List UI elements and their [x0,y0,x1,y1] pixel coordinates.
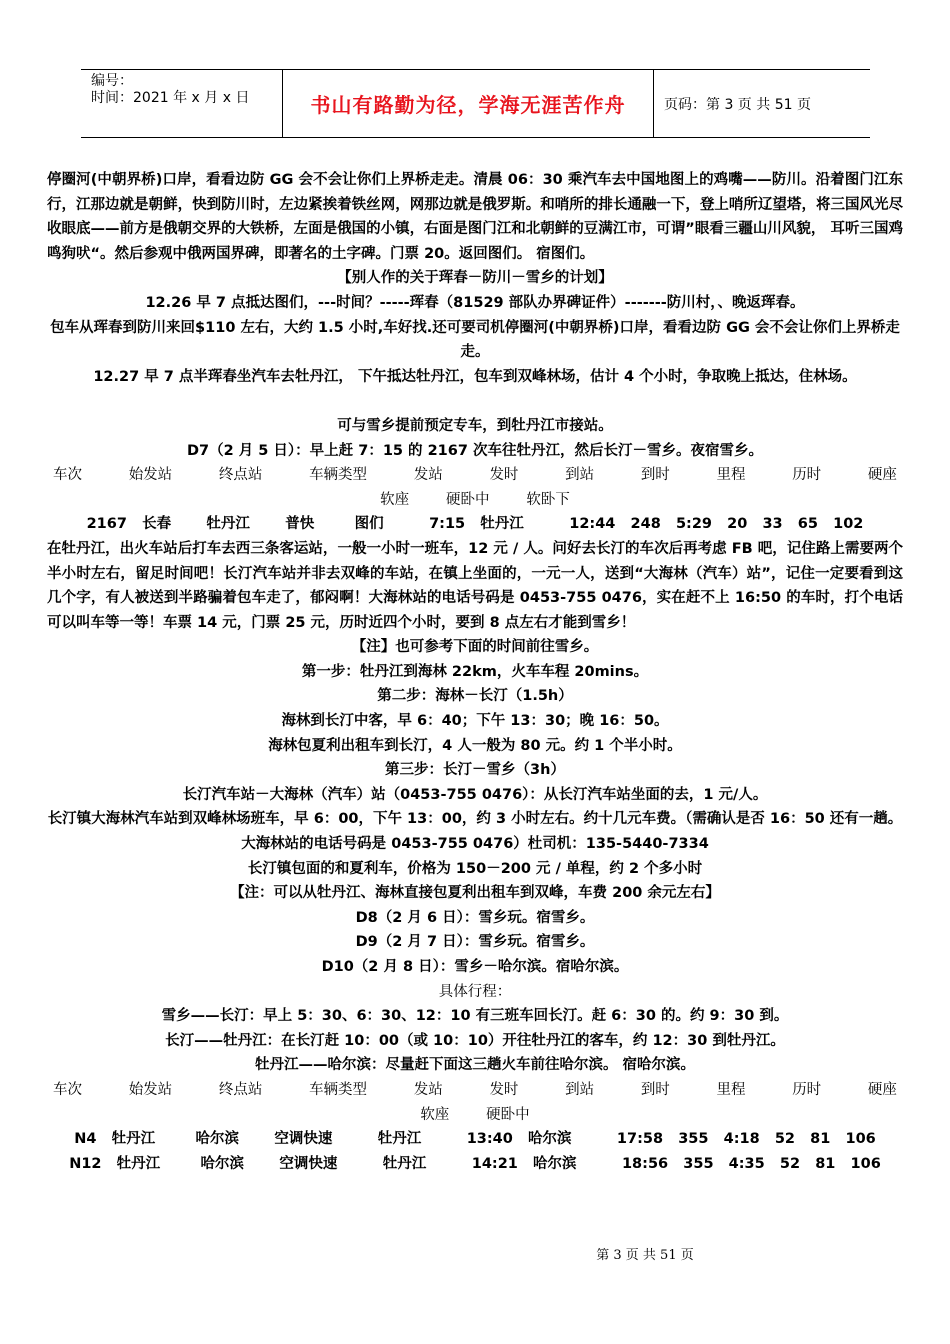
table-header-cell: 终点站 [218,1081,263,1098]
table-header-cell: 始发站 [128,1081,173,1098]
paragraph: 长汀镇包面的和夏利车，价格为 150－200 元 / 单程，约 2 个多小时 [247,860,703,877]
paragraph: 海林到长汀中客，早 6：40；下午 13：30；晚 16：50。 [281,713,669,730]
paragraph: 第三步：长汀－雪乡（3h） [385,762,565,779]
paragraph: 在牡丹江，出火车站后打车去西三条客运站，一般一小时一班车，12 元 / 人。问好去长汀的车次后再考虑 FB 吧，记住路上需要两个半小时左右，留足时间吧！长汀汽车站并非去双峰的车站，在镇上坐面的，一元一人，送到“大海林（汽车）站”，记住一定要看到这几个字，有人被送到半路骗着包车走了，郁闷啊！大海林站的电话号码是 0453-755 0476，实在赶不上 16:50 的车时，打个电话可以叫车等一等！车票 14 元，门票 25 元，历时近四个小时，要到 8 点左右才能到雪乡！ [47,540,903,631]
paragraph: 长汀汽车站－大海林（汽车）站（0453-755 0476）：从长汀汽车站坐面的去，1 元/人。 [182,786,768,803]
table-header-cell: 到站 [565,1081,595,1098]
table-header-cell: 发站 [413,1081,443,1098]
paragraph: 长汀镇大海林汽车站到双峰林场班车，早 6：00，下午 13：00，约 3 小时左右。约十几元车费。（需确认是否 16：50 还有一趟。大海林站的电话号码是 0453-755 0476）杜司机：135-5440-7334 [47,811,903,853]
table-row: N12 牡丹江 哈尔滨 空调快速 牡丹江 14:21 哈尔滨 18:56 355 4:35 52 81 106 [69,1155,881,1172]
table-header-cell: 硬座 [867,467,897,484]
table-header-cell: 历时 [792,467,822,484]
day-heading: D9（2 月 7 日）：雪乡玩。宿雪乡。 [355,934,595,951]
table-header-cell: 发时 [489,467,519,484]
paragraph: 可与雪乡提前预定专车，到牡丹江市接站。 [337,417,613,434]
paragraph: 长汀——牡丹江：在长汀赶 10：00（或 10：10）开往牡丹江的客车，约 12：30 到牡丹江。 [165,1032,785,1049]
paragraph: 第一步：牡丹江到海林 22km，火车车程 20mins。 [301,663,649,680]
header-meta-cell [81,70,283,137]
number-label: 编号： [91,73,133,89]
table-header-cell: 到站 [565,467,595,484]
train-table-2-header-cont: 软座 硬卧中 [420,1106,530,1123]
table-header-cell: 里程 [716,1081,746,1098]
page-header [81,69,870,138]
table-header-cell: 发站 [413,467,443,484]
table-header-cell: 到时 [640,467,670,484]
blank-line [47,389,903,414]
date-label: 时间：2021 年 x 月 x 日 [91,90,250,106]
paragraph: 停圈河(中朝界桥)口岸，看看边防 GG 会不会让你们上界桥走走。清晨 06：30 乘汽车去中国地图上的鸡嘴——防川。沿着图门江东行，江那边就是朝鲜，快到防川时，左边紧挨着铁丝网，网那边就是俄罗斯。和哨所的排长通融一下，登上哨所辽望塔，将三国风光尽收眼底——前方是俄朝交界的大铁桥，左面是俄国的小镇，右面是图门江和北朝鲜的豆满江市，可谓”眼看三疆山川风貌， 耳听三国鸡鸣狗吠“。然后参观中俄两国界碑，即著名的土字碑。门票 20。返回图们。 宿图们。 [47,172,903,262]
table-header-cell: 始发站 [128,467,173,484]
table-row: 2167 长春 牡丹江 普快 图们 7:15 牡丹江 12:44 248 5:29 20 33 65 102 [86,516,864,533]
paragraph: 12.27 早 7 点半珲春坐汽车去牡丹江， 下午抵达牡丹江，包车到双峰林场，估计 4 个小时，争取晚上抵达，住林场。 [93,368,857,385]
day-heading: D7（2 月 5 日）：早上赶 7：15 的 2167 次车往牡丹江，然后长汀－雪乡。夜宿雪乡。 [186,442,763,459]
page-footer: 第 3 页 共 51 页 [596,1248,694,1263]
train-table-1-header [47,463,903,488]
table-row: N4 牡丹江 哈尔滨 空调快速 牡丹江 13:40 哈尔滨 17:58 355 4:18 52 81 106 [74,1131,876,1148]
paragraph: 海林包夏利出租车到长汀，4 人一般为 80 元。约 1 个半小时。 [268,737,682,754]
paragraph: 第二步：海林－长汀（1.5h） [377,688,573,705]
table-header-cell: 终点站 [218,467,263,484]
paragraph: 12.26 早 7 点抵达图们，---时间？-----珲春（81529 部队办界碑证件）-------防川村，、晚返珲春。 [145,294,805,311]
table-header-cell: 硬座 [867,1081,897,1098]
paragraph: 【注：可以从牡丹江、海林直接包夏利出租车到双峰，车费 200 余元左右】 [230,885,720,902]
table-header-cell: 里程 [716,467,746,484]
table-header-cell: 车辆类型 [309,1081,368,1098]
document-body [47,168,903,1176]
paragraph: 包车从珲春到防川来回$110 左右，大约 1.5 小时,车好找.还可要司机停圈河(中朝界桥)口岸，看看边防 GG 会不会让你们上界桥走走。 [50,319,900,361]
table-header-cell: 车辆类型 [309,467,368,484]
paragraph: 具体行程： [438,983,512,1000]
train-table-2-header [47,1078,903,1103]
table-header-cell: 车次 [53,1081,82,1098]
section-heading: 【别人作的关于珲春－防川－雪乡的计划】 [337,270,613,287]
header-motto-cell [283,70,654,137]
day-heading: D8（2 月 6 日）：雪乡玩。宿雪乡。 [355,909,595,926]
train-table-1-header-cont: 软座 硬卧中 软卧下 [380,491,570,508]
table-header-cell: 车次 [53,467,82,484]
paragraph: 雪乡——长汀：早上 5：30、6：30、12：10 有三班车回长汀。赶 6：30 的。约 9：30 到。 [161,1008,789,1025]
day-heading: D10（2 月 8 日）：雪乡－哈尔滨。宿哈尔滨。 [321,959,629,975]
paragraph: 牡丹江——哈尔滨：尽量赶下面这三趟火车前往哈尔滨。 宿哈尔滨。 [254,1057,696,1074]
motto: 书山有路勤为径，学海无涯苦作舟 [310,93,626,117]
table-header-cell: 到时 [640,1081,670,1098]
table-header-cell: 历时 [792,1081,822,1098]
paragraph: 【注】也可参考下面的时间前往雪乡。 [351,639,599,656]
header-page-cell [654,70,870,137]
table-header-cell: 发时 [489,1081,519,1098]
page-label: 页码：第 3 页 共 51 页 [664,96,811,113]
